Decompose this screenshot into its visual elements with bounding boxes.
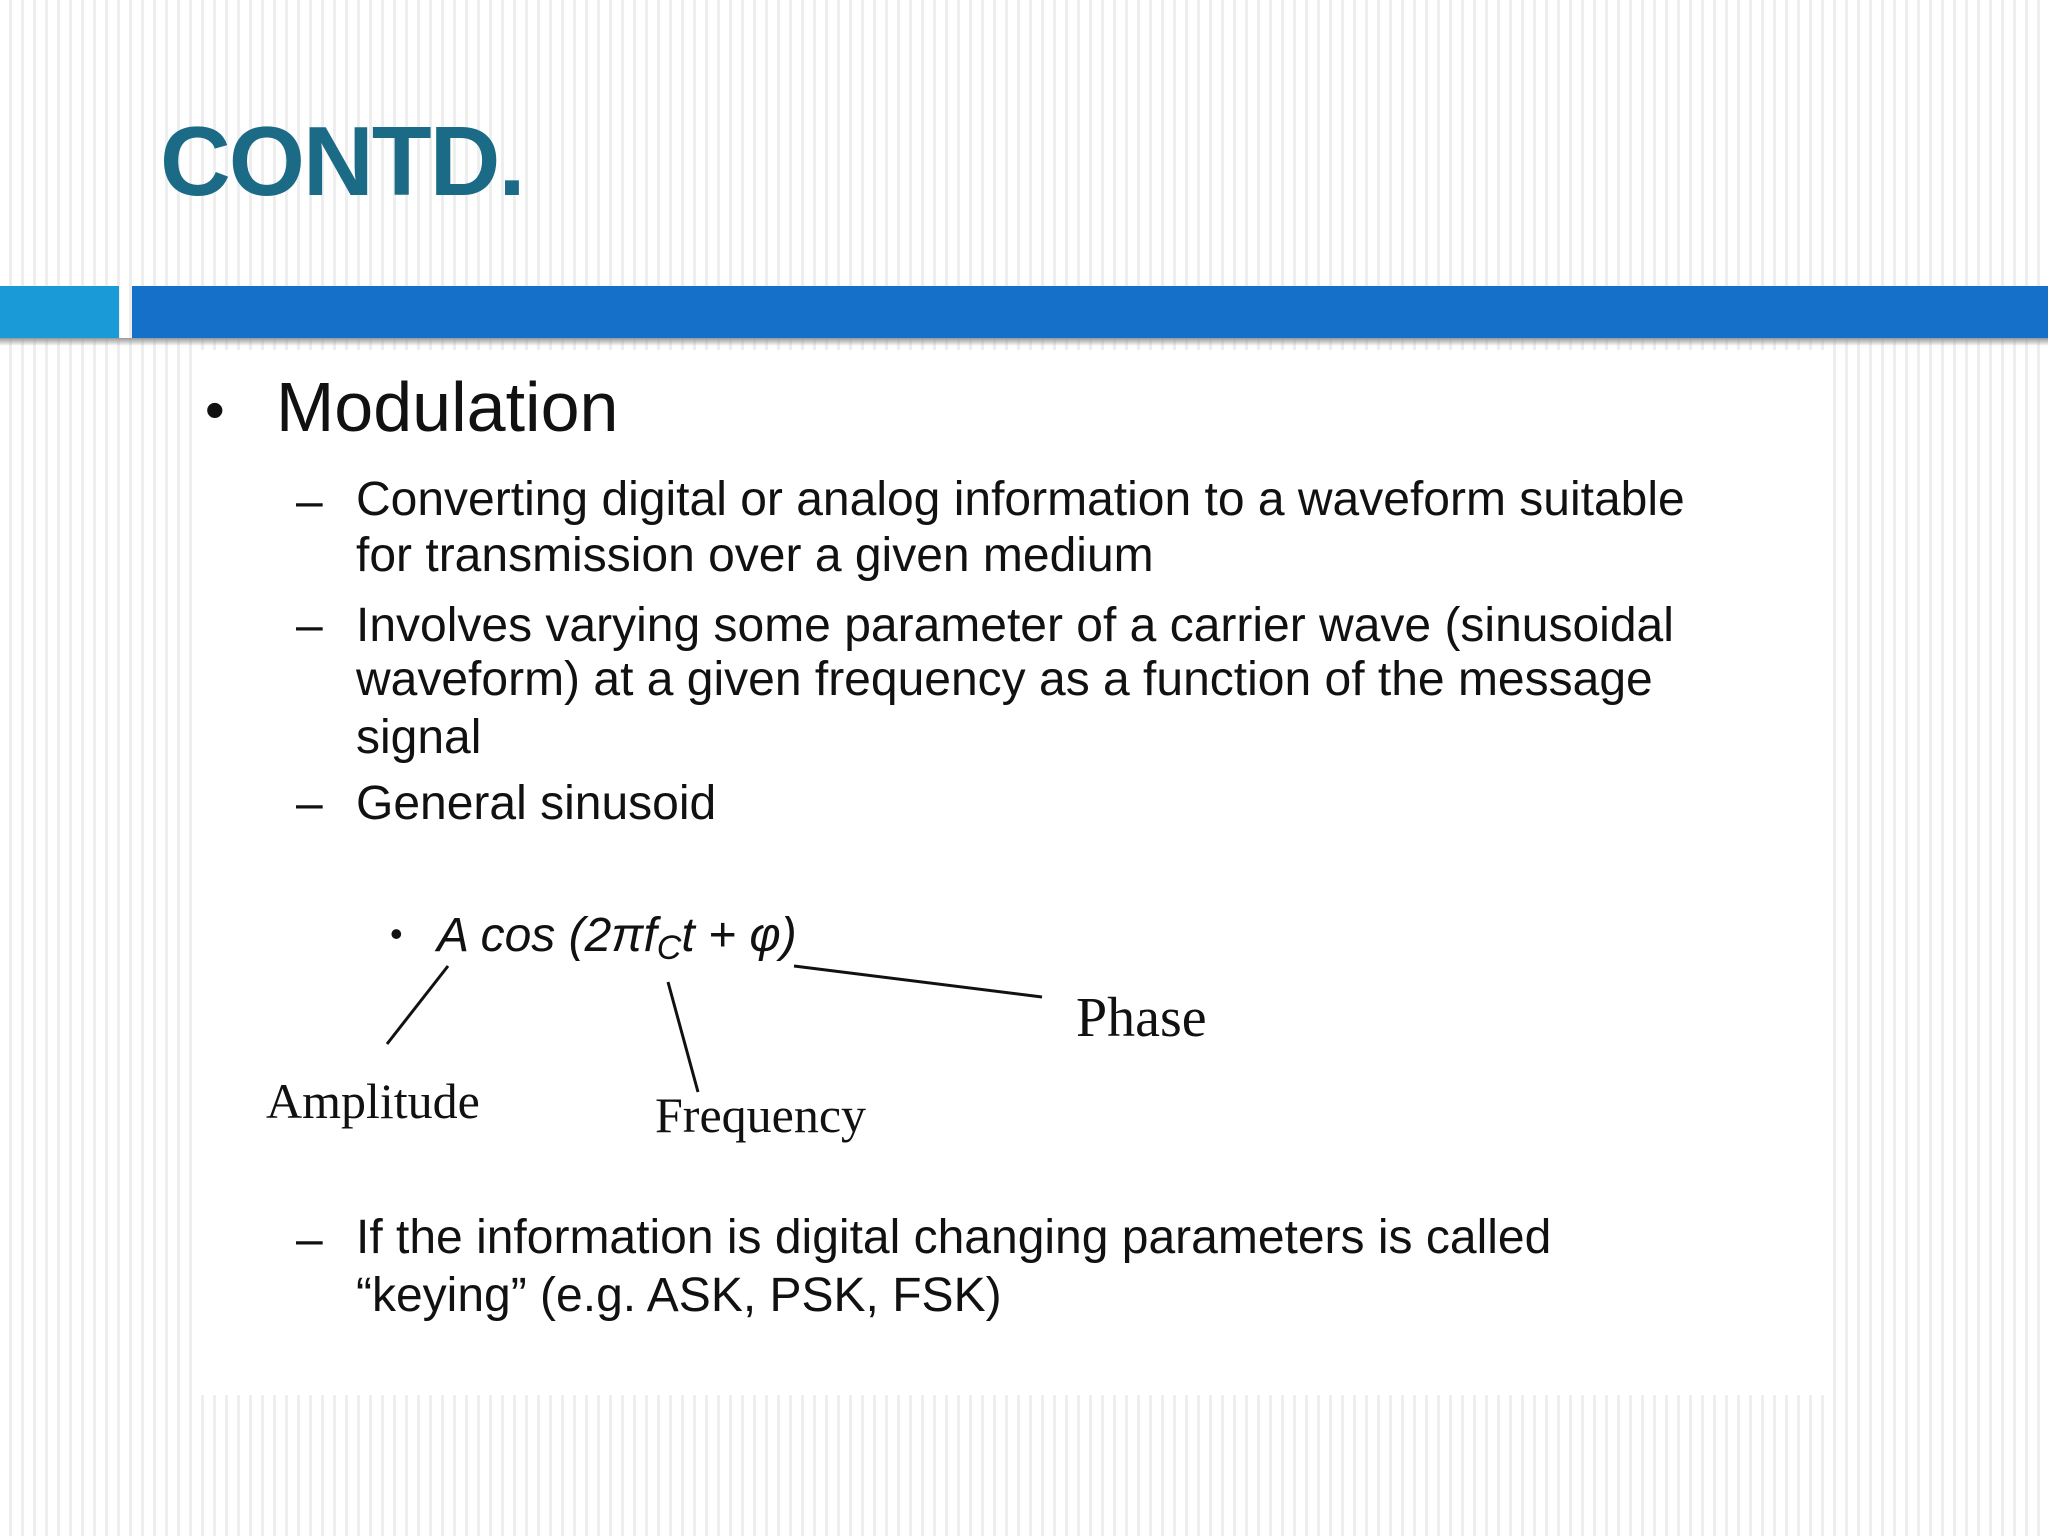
slide-title: CONTD. <box>160 106 524 216</box>
point-1-line-1: Converting digital or analog information to a waveform suitable <box>356 473 1685 526</box>
dash-marker: – <box>296 599 323 652</box>
formula-suffix: t + φ) <box>681 909 797 962</box>
point-2-line-1: Involves varying some parameter of a carrier wave (sinusoidal <box>356 599 1674 652</box>
formula-bullet: • <box>390 913 403 954</box>
point-4-line-1: If the information is digital changing parameters is called <box>356 1211 1552 1264</box>
bullet-heading: Modulation <box>276 368 619 446</box>
phase-pointer-line <box>794 966 1042 997</box>
point-3-line-1: General sinusoid <box>356 777 717 830</box>
point-2-line-3: signal <box>356 711 482 764</box>
dash-marker: – <box>296 1213 323 1266</box>
frequency-label: Frequency <box>655 1087 867 1143</box>
amplitude-label: Amplitude <box>266 1073 480 1129</box>
formula-subscript: C <box>656 929 682 967</box>
point-4-line-2: “keying” (e.g. ASK, PSK, FSK) <box>356 1269 1002 1322</box>
dash-marker: – <box>296 777 323 830</box>
phase-label: Phase <box>1076 987 1207 1049</box>
amplitude-pointer-line <box>387 966 448 1044</box>
point-1-line-2: for transmission over a given medium <box>356 529 1154 582</box>
bullet-marker: • <box>205 378 225 441</box>
frequency-pointer-line <box>668 982 698 1092</box>
formula-prefix: A cos (2πf <box>437 909 657 962</box>
dash-marker: – <box>296 475 323 528</box>
point-2-line-2: waveform) at a given frequency as a function of the message <box>356 653 1653 706</box>
